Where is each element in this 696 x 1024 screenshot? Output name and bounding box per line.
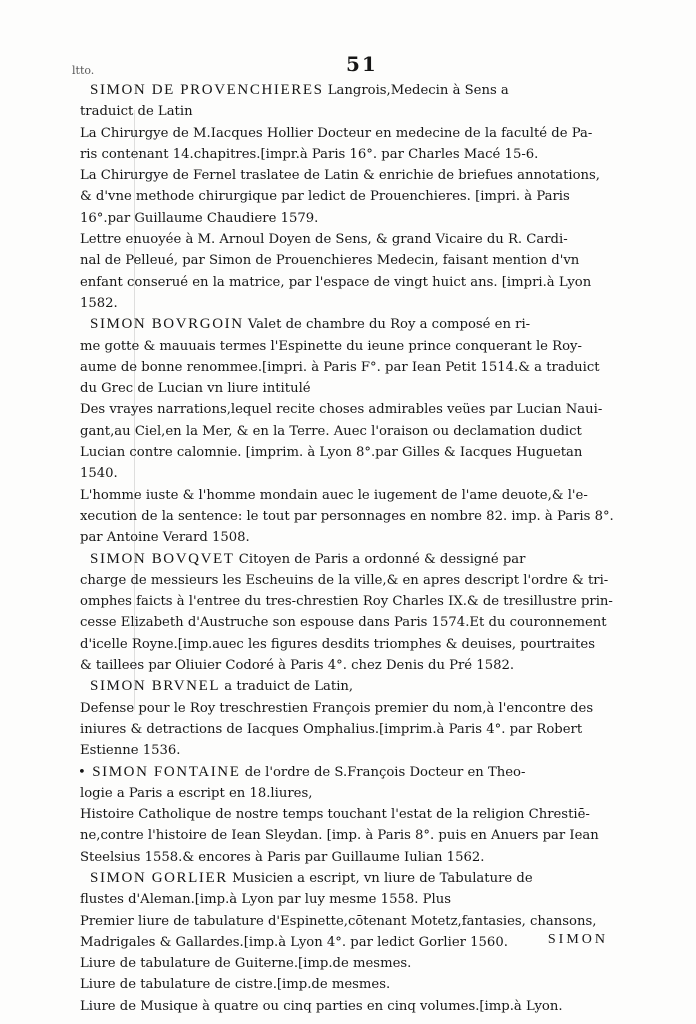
entry-line: cesse Elizabeth d'Austruche son espouse dans Paris 1574.Et du couronnement <box>80 615 607 631</box>
bullet-mark: • <box>78 764 86 780</box>
entry-heading <box>80 314 616 335</box>
entry-line: L'homme iuste & l'homme mondain auec le iugement de l'ame deuote,& l'e- <box>80 487 588 503</box>
entry-line: gant,au Ciel,en la Mer, & en la Terre. Auec l'oraison ou declamation dudict <box>80 423 582 439</box>
entry-line: ris contenant 14.chapitres.[impr.à Paris 16°. par Charles Macé 15-6. <box>80 146 539 162</box>
entry-line: de l'ordre de S.François Docteur en Theo- <box>244 764 526 780</box>
entry-heading <box>80 868 616 889</box>
entry-line: & d'vne methode chirurgique par ledict de Prouenchieres. [impri. à Paris <box>80 189 570 205</box>
entry-line: Lettre enuoyée à M. Arnoul Doyen de Sens, & grand Vicaire du R. Cardi- <box>80 232 568 248</box>
entry-simon-gorlier <box>80 868 616 1017</box>
page-header <box>72 52 632 78</box>
text-block <box>80 80 616 1017</box>
entry-line: La Chirurgye de Fernel traslatee de Latin & enrichie de briefues annotations, <box>80 168 601 184</box>
entry-simon-bouquet <box>80 549 616 677</box>
entry-line: Liure de tabulature de cistre.[imp.de mesmes. <box>80 977 391 993</box>
author-name: SIMON BOVQVET <box>90 550 235 567</box>
entry-line: Defense pour le Roy treschrestien François premier du nom,à l'encontre des <box>80 700 594 716</box>
entry-line: Musicien a escript, vn liure de Tabulature de <box>232 870 533 886</box>
entry-simon-bourgoin <box>80 314 616 548</box>
page-number: 51 <box>346 52 378 76</box>
entry-line: nal de Pelleué, par Simon de Prouenchieres Medecin, faisant mention d'vn <box>80 253 580 269</box>
entry-line: 16°.par Guillaume Chaudiere 1579. <box>80 210 319 226</box>
entry-line: Valet de chambre du Roy a composé en ri- <box>247 317 531 333</box>
entry-line: Steelsius 1558.& encores à Paris par Guillaume Iulian 1562. <box>80 849 485 865</box>
entry-line: La Chirurgye de M.Iacques Hollier Docteur en medecine de la faculté de Pa- <box>80 125 593 141</box>
entry-line: 1582. <box>80 295 118 311</box>
entry-line: Langrois,Medecin à Sens a <box>327 83 509 98</box>
entry-line: 1540. <box>80 466 118 482</box>
entry-heading <box>80 549 616 570</box>
entry-line: Madrigales & Gallardes.[imp.à Lyon 4°. par ledict Gorlier 1560. <box>80 934 508 950</box>
entry-line: Liure de Musique à quatre ou cinq parties en cinq volumes.[imp.à Lyon. <box>80 998 563 1014</box>
entry-line: me gotte & mauuais termes l'Espinette du ieune prince conquerant le Roy- <box>80 338 582 354</box>
entry-line: traduict de Latin <box>80 104 193 120</box>
entry-simon-fontaine <box>80 762 616 868</box>
entry-simon-brunel <box>80 676 616 761</box>
entry-line: Histoire Catholique de nostre temps touchant l'estat de la religion Chrestiē- <box>80 807 590 823</box>
entry-heading <box>80 676 616 697</box>
entry-heading <box>80 80 616 101</box>
author-name: SIMON BRVNEL <box>90 678 221 695</box>
entry-line: Liure de tabulature de Guiterne.[imp.de mesmes. <box>80 956 412 972</box>
entry-heading <box>80 762 616 783</box>
catchword: SIMON <box>547 932 608 947</box>
entry-line: charge de messieurs les Escheuins de la ville,& en apres descript l'ordre & tri- <box>80 572 609 588</box>
entry-line: Citoyen de Paris a ordonné & dessigné par <box>238 551 526 567</box>
entry-line: Lucian contre calomnie. [imprim. à Lyon 8°.par Gilles & Iacques Huguetan <box>80 445 583 461</box>
author-name: SIMON BOVRGOIN <box>90 316 244 333</box>
entry-line: aume de bonne renommee.[impri. à Paris F°. par Iean Petit 1514.& a traduict <box>80 359 600 375</box>
entry-line: Premier liure de tabulature d'Espinette,cōtenant Motetz,fantasies, chansons, <box>80 913 597 929</box>
author-name: SIMON FONTAINE <box>92 763 241 780</box>
entry-line: logie a Paris a escript en 18.liures, <box>80 785 313 801</box>
entry-line: flustes d'Aleman.[imp.à Lyon par luy mesme 1558. Plus <box>80 892 451 908</box>
entry-line: enfant conserué en la matrice, par l'espace de vingt huict ans. [impri.à Lyon <box>80 274 592 290</box>
entry-line: & taillees par Oliuier Codoré à Paris 4°. chez Denis du Pré 1582. <box>80 658 515 674</box>
entry-line: Estienne 1536. <box>80 743 181 759</box>
entry-line: a traduict de Latin, <box>224 679 354 695</box>
entry-line: d'icelle Royne.[imp.auec les figures desdits triomphes & deuises, pourtraites <box>80 636 595 652</box>
entry-line: iniures & detractions de Iacques Omphalius.[imprim.à Paris 4°. par Robert <box>80 721 583 737</box>
author-name: SIMON DE PROVENCHIERES <box>90 82 324 98</box>
author-name: SIMON GORLIER <box>90 869 228 886</box>
entry-line: ne,contre l'histoire de Iean Sleydan. [imp. à Paris 8°. puis en Anuers par Iean <box>80 828 599 844</box>
entry-line: Des vrayes narrations,lequel recite choses admirables veües par Lucian Naui- <box>80 402 603 418</box>
entry-line: du Grec de Lucian vn liure intitulé <box>80 381 311 397</box>
entry-line: par Antoine Verard 1508. <box>80 530 250 546</box>
folio-mark: ltto. <box>72 64 95 77</box>
entry-line: xecution de la sentence: le tout par personnages en nombre 82. imp. à Paris 8°. <box>80 508 614 524</box>
entry-simon-de-provenchieres <box>80 80 616 314</box>
entry-line: omphes faicts à l'entree du tres-chrestien Roy Charles IX.& de tresillustre prin- <box>80 594 613 610</box>
